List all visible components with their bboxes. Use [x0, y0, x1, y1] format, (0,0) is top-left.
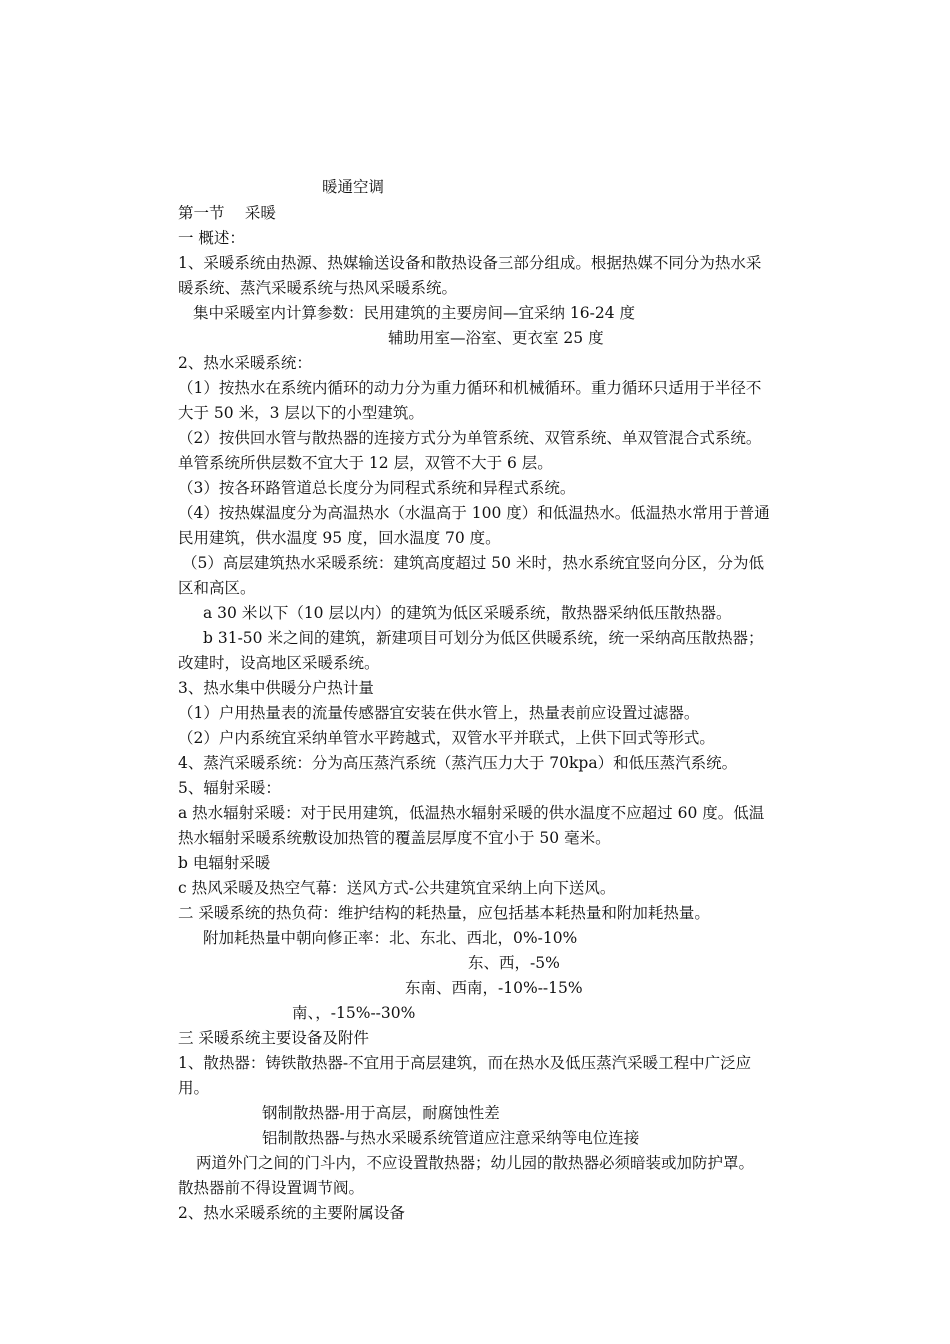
text-line: 5、辐射采暖：: [178, 779, 281, 797]
text-line: a 30 米以下（10 层以内）的建筑为低区采暖系统，散热器采纳低压散热器。: [203, 604, 732, 622]
text-line: 4、蒸汽采暖系统：分为高压蒸汽系统（蒸汽压力大于 70kpa）和低压蒸汽系统。: [178, 754, 738, 772]
text-line: b 31-50 米之间的建筑，新建项目可划分为低区供暖系统，统一采纳高压散热器；: [203, 629, 764, 647]
text-line: 辅助用室—浴室、更衣室 25 度: [388, 329, 604, 347]
section-heading: 第一节 采暖: [178, 204, 276, 222]
text-line: 改建时，设高地区采暖系统。: [178, 654, 380, 672]
text-line: 南、，-15%--30%: [292, 1004, 416, 1022]
text-line: a 热水辐射采暖：对于民用建筑，低温热水辐射采暖的供水温度不应超过 60 度。低温: [178, 804, 765, 822]
text-line: 热水辐射采暖系统敷设加热管的覆盖层厚度不宜小于 50 毫米。: [178, 829, 611, 847]
subsection-heading: 一 概述：: [178, 229, 245, 247]
text-line: 钢制散热器-用于高层，耐腐蚀性差: [262, 1104, 500, 1122]
text-line: （5）高层建筑热水采暖系统：建筑高度超过 50 米时，热水系统宜竖向分区，分为低: [182, 554, 764, 572]
text-line: 3、热水集中供暖分户热计量: [178, 679, 374, 697]
text-line: 东南、西南，-10%--15%: [405, 979, 583, 997]
text-line: 附加耗热量中朝向修正率：北、东北、西北，0%-10%: [203, 929, 578, 947]
subsection-heading: 三 采暖系统主要设备及附件: [178, 1029, 369, 1047]
text-line: 暖系统、蒸汽采暖系统与热风采暖系统。: [178, 279, 458, 297]
text-line: （3）按各环路管道总长度分为同程式系统和异程式系统。: [178, 479, 576, 497]
text-line: 1、采暖系统由热源、热媒输送设备和散热设备三部分组成。根据热媒不同分为热水采: [178, 254, 762, 272]
text-line: （2）户内系统宜采纳单管水平跨越式，双管水平并联式，上供下回式等形式。: [178, 729, 715, 747]
text-line: 单管系统所供层数不宜大于 12 层，双管不大于 6 层。: [178, 454, 553, 472]
text-line: 区和高区。: [178, 579, 256, 597]
text-line: 东、西，-5%: [468, 954, 560, 972]
text-line: 集中采暖室内计算参数：民用建筑的主要房间—宜采纳 16-24 度: [193, 304, 636, 322]
text-line: b 电辐射采暖: [178, 854, 271, 872]
text-line: （1）户用热量表的流量传感器宜安装在供水管上，热量表前应设置过滤器。: [178, 704, 700, 722]
text-line: 2、热水采暖系统：: [178, 354, 312, 372]
doc-title: 暖通空调: [322, 178, 385, 196]
text-line: 散热器前不得设置调节阀。: [178, 1179, 365, 1197]
text-line: 用。: [178, 1079, 210, 1097]
subsection-heading: 二 采暖系统的热负荷：维护结构的耗热量，应包括基本耗热量和附加耗热量。: [178, 904, 710, 922]
text-line: c 热风采暖及热空气幕：送风方式-公共建筑宜采纳上向下送风。: [178, 879, 616, 897]
text-line: 民用建筑，供水温度 95 度，回水温度 70 度。: [178, 529, 501, 547]
text-line: （4）按热媒温度分为高温热水（水温高于 100 度）和低温热水。低温热水常用于普通: [178, 504, 770, 522]
text-line: （1）按热水在系统内循环的动力分为重力循环和机械循环。重力循环只适用于半径不: [178, 379, 762, 397]
text-line: 1、散热器：铸铁散热器-不宜用于高层建筑，而在热水及低压蒸汽采暖工程中广泛应: [178, 1054, 752, 1072]
text-line: （2）按供回水管与散热器的连接方式分为单管系统、双管系统、单双管混合式系统。: [178, 429, 762, 447]
text-line: 大于 50 米，3 层以下的小型建筑。: [178, 404, 424, 422]
text-line: 铝制散热器-与热水采暖系统管道应注意采纳等电位连接: [262, 1129, 640, 1147]
text-line: 2、热水采暖系统的主要附属设备: [178, 1204, 405, 1222]
text-line: 两道外门之间的门斗内，不应设置散热器；幼儿园的散热器必须暗装或加防护罩。: [196, 1154, 755, 1172]
